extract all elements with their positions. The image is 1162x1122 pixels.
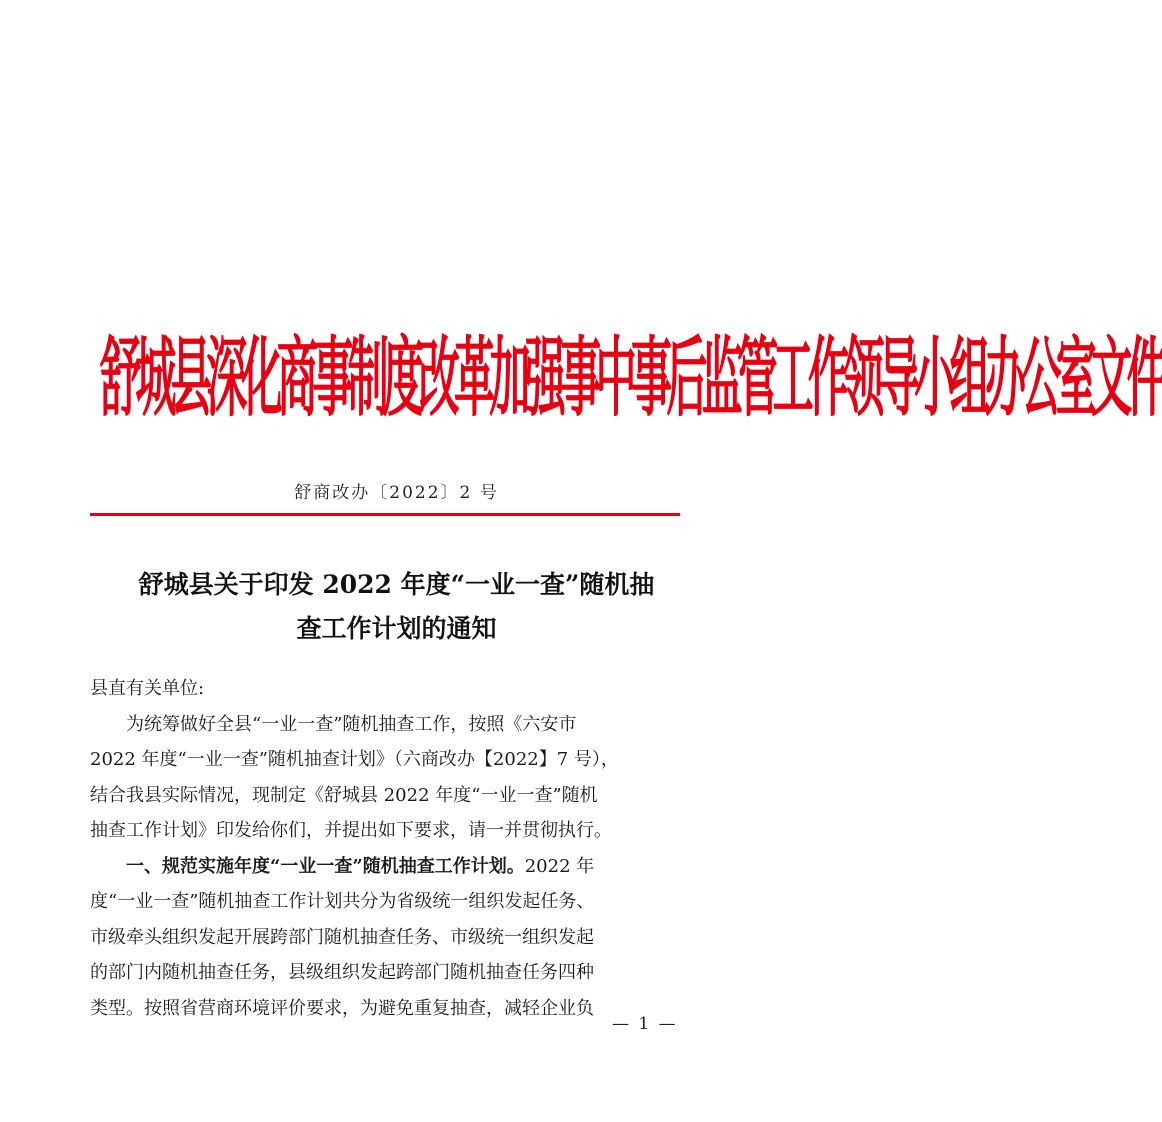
body-line-2: 2022 年度“一业一查”随机抽查计划》（六商改办【2022】7 号）， xyxy=(90,749,619,770)
section-1-first-line xyxy=(90,849,703,885)
document-body xyxy=(90,671,703,1026)
section-1-line-3: 的部门内随机抽查任务，县级组织发起跨部门随机抽查任务四种 xyxy=(90,962,594,983)
document-title xyxy=(90,563,703,651)
document-number: 舒商改办〔2022〕2 号 xyxy=(294,483,499,503)
red-divider-line xyxy=(90,513,680,516)
body-line-1: 为统筹做好全县“一业一查”随机抽查工作，按照《六安市 xyxy=(126,713,577,735)
document-title-line-2: 查工作计划的通知 xyxy=(296,614,497,643)
section-1-heading-tail: 2022 年 xyxy=(524,855,595,877)
page-number: — 1 — xyxy=(612,1014,678,1034)
body-line-4: 抽查工作计划》印发给你们，并提出如下要求，请一并贯彻执行。 xyxy=(90,820,612,841)
section-1-line-1: 度“一业一查”随机抽查工作计划共分为省级统一组织发起任务、 xyxy=(90,891,595,912)
section-1-heading: 一、规范实施年度“一业一查”随机抽查工作计划。 xyxy=(126,855,525,877)
document-title-line-1: 舒城县关于印发 2022 年度“一业一查”随机抽 xyxy=(138,570,655,599)
section-1-line-2: 市级牵头组织发起开展跨部门随机抽查任务、市级统一组织发起 xyxy=(90,926,594,948)
issuing-authority-header: 舒城县深化商事制度改革加强事中事后监管工作领导小组办公室文件 xyxy=(100,327,1162,429)
section-1-line-4: 类型。按照省营商环境评价要求，为避免重复抽查，减轻企业负 xyxy=(90,997,594,1019)
body-line-3: 结合我县实际情况，现制定《舒城县 2022 年度“一业一查”随机 xyxy=(90,784,598,806)
salutation: 县直有关单位: xyxy=(90,678,205,699)
